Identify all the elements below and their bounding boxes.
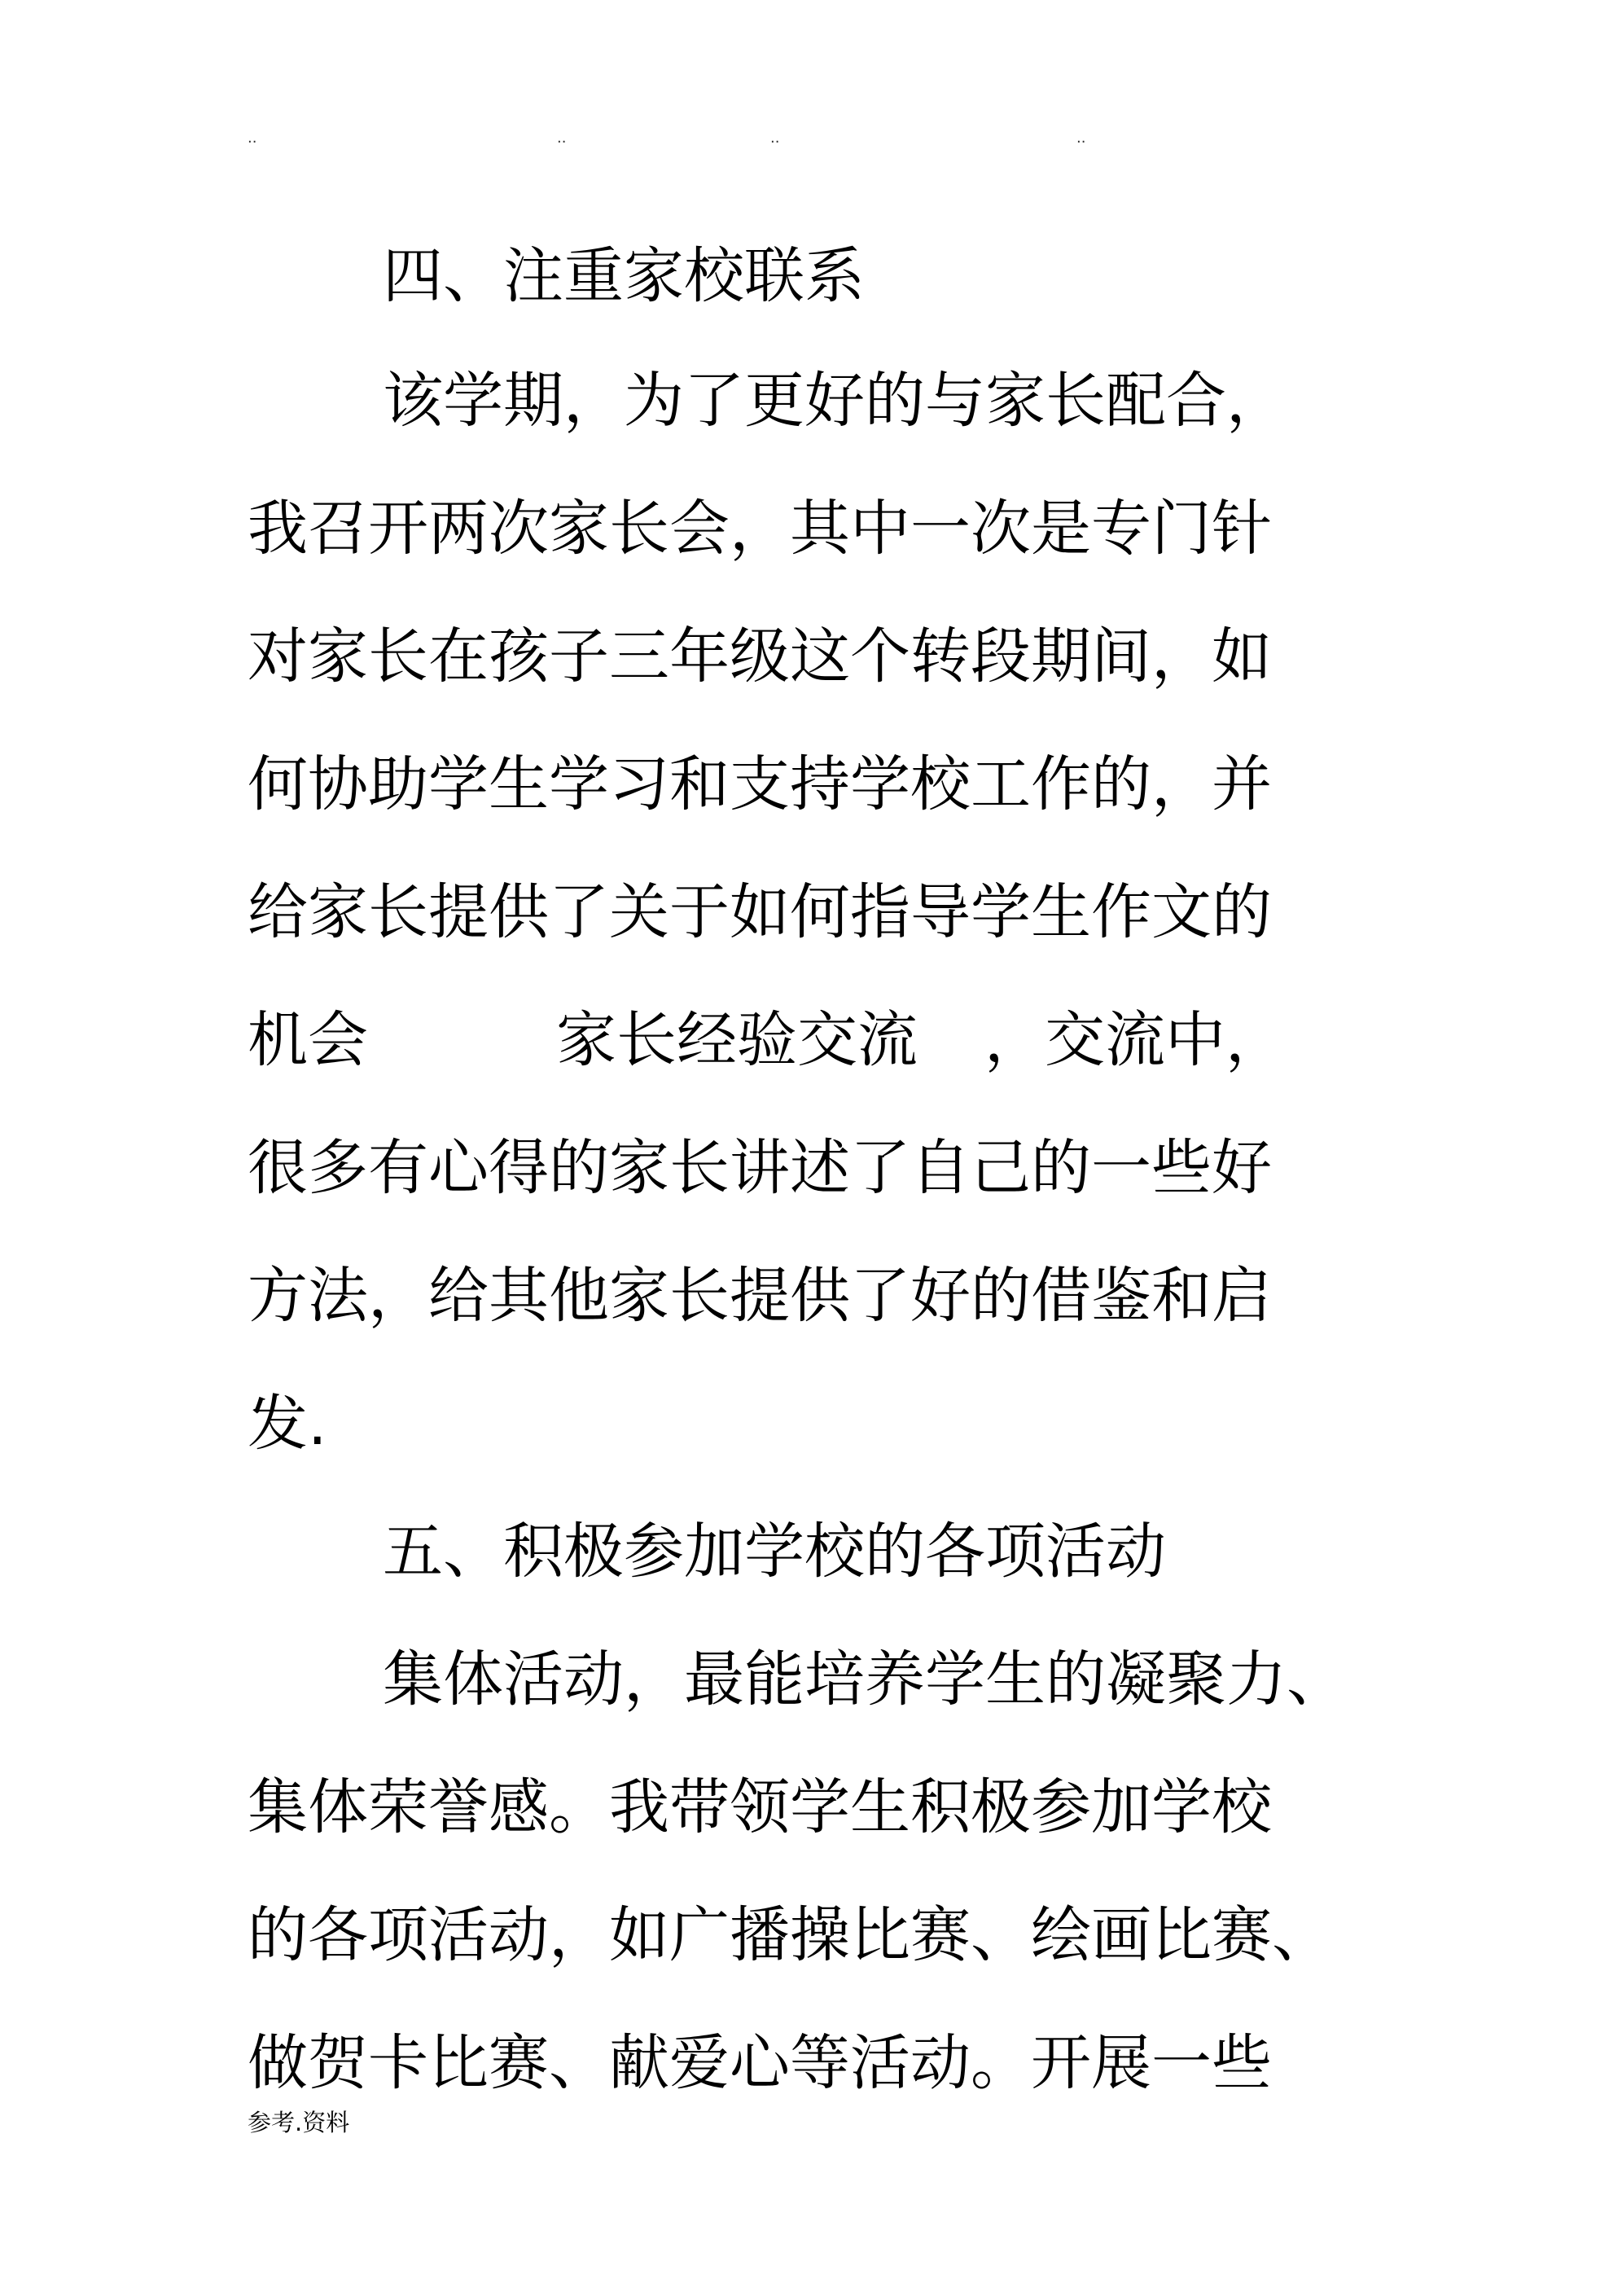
footer-note: 参考.资料: [248, 2109, 350, 2136]
paragraph-line-text: 该学期，为了更好的与家长配合，: [383, 366, 1287, 436]
header-mark: ..: [1076, 130, 1086, 147]
paragraph-line-text: 对家长在孩子三年级这个转段期间，如: [248, 621, 1272, 691]
paragraph-line-text: 发.: [248, 1389, 327, 1459]
paragraph-line-text: 做贺卡比赛、献爱心等活动。开展一些: [248, 2028, 1272, 2098]
paragraph-line-text: 何协助学生学习和支持学校工作的，并: [248, 749, 1272, 819]
paragraph-line-text: 集体活动，最能培养学生的凝聚力、: [383, 1644, 1347, 1714]
paragraph-line-text: 给家长提供了关于如何指导学生作文的: [248, 877, 1272, 947]
paragraph-line-text: 我召开两次家长会，其中一次是专门针: [248, 494, 1272, 564]
header-mark: ..: [248, 130, 257, 147]
paragraph-line-text: 很多有心得的家长讲述了自己的一些好: [248, 1133, 1272, 1203]
header-mark: ..: [557, 130, 567, 147]
paragraph-line-text: ，交流中，: [984, 1005, 1286, 1075]
paragraph-line-text: 机会: [248, 1005, 368, 1075]
paragraph-line-text: 集体荣誉感。我带领学生积极参加学校: [248, 1772, 1272, 1842]
header-mark: ..: [770, 130, 780, 147]
paragraph-line-text: 家长经验交流: [556, 1005, 918, 1075]
section-heading-text: 四、注重家校联系: [383, 241, 865, 311]
section-heading-text: 五、积极参加学校的各项活动: [383, 1517, 1166, 1587]
paragraph-line-text: 的各项活动，如广播操比赛、绘画比赛、: [248, 1900, 1332, 1970]
paragraph-line-text: 方法，给其他家长提供了好的借鉴和启: [248, 1261, 1272, 1331]
